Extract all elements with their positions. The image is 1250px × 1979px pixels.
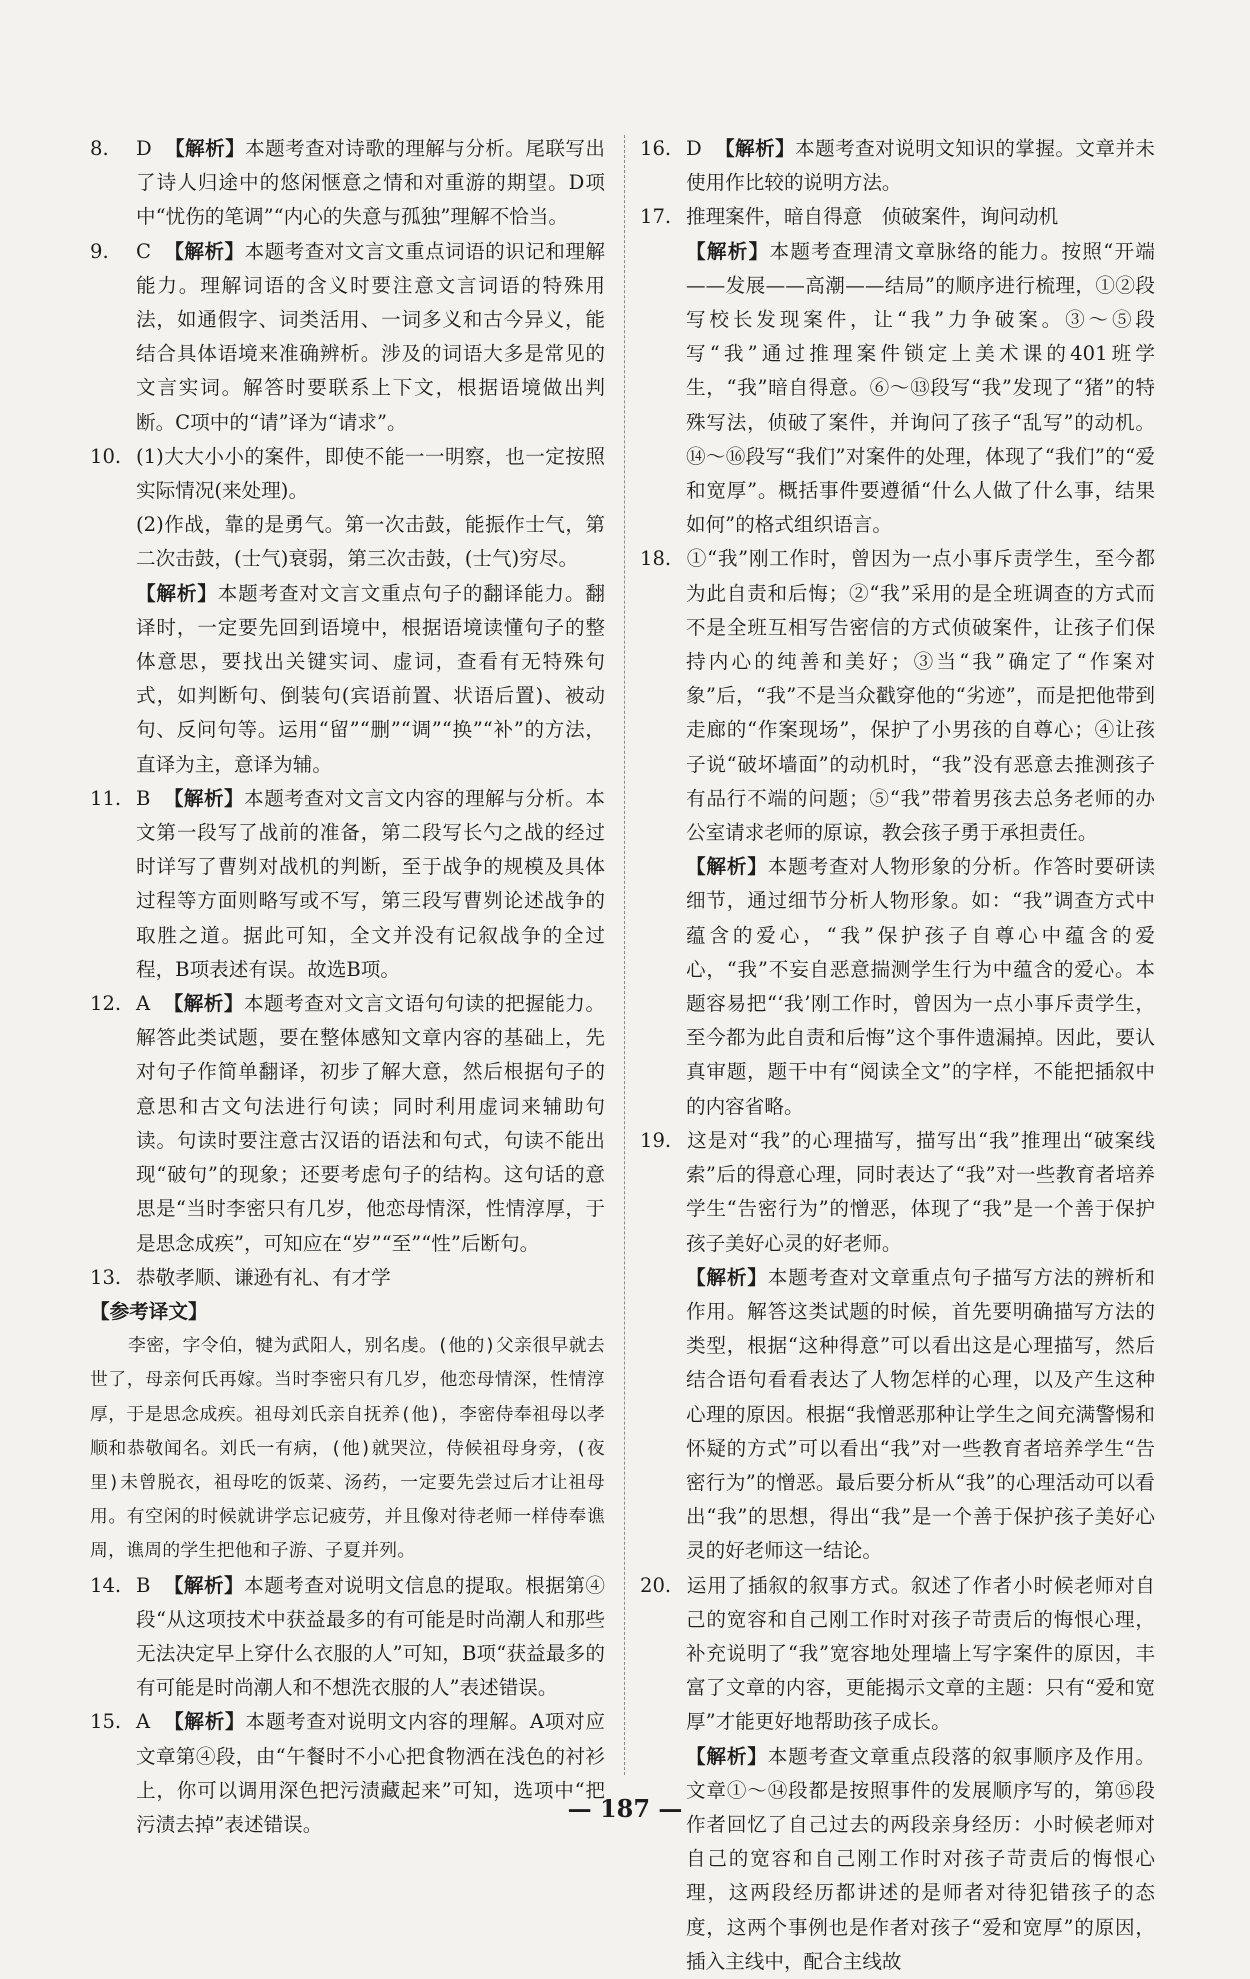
translation-answer-1: (1)大大小小的案件，即使不能一一明察，也一定按照实际情况(来处理)。 [136,444,605,503]
analysis-text: 本题考查对说明文知识的掌握。文章并未使用作比较的说明方法。 [686,137,1156,195]
analysis-tag: 【解析】 [686,855,768,879]
answer-choice: D [686,137,702,160]
answer-item-20: 20. 运用了插叙的叙事方式。叙述了作者小时候老师对自己的宽容和自己刚工作时对孩子苛责后的悔恨心理，补充说明了“我”宽容地处理墙上写字案件的原因，丰富了文章的内容，更能揭示文章的主题：只有“爱和宽厚”才能更好地帮助孩子成长。 【解析】本题考查文章重点段落的叙事顺序及作用。文章①～⑭段都是按照事件的发展顺序写的，第⑮段作者回忆了自己过去的两段亲身经历：小时候老师对自己的宽容和自己刚工作时对孩子苛责后的悔恨心理，这两段经历都讲述的是师者对待犯错孩子的态度，这两个事例也是作者对孩子“爱和宽厚”的原因，插入主线中，配合主线故 [640,1573,1156,1973]
answer-item-18: 18. ①“我”刚工作时，曾因为一点小事斥责学生，至今都为此自责和后悔；②“我”采用的是全班调查的方式而不是全班互相写告密信的方式侦破案件，让孩子们保持内心的纯善和美好；③当“我”确定了“作案对象”后，“我”不是当众戳穿他的“劣迹”，而是把他带到走廊的“作案现场”，保护了小男孩的自尊心；④让孩子说“破坏墙面”的动机时，“我”没有恶意去推测孩子有品行不端的问题；⑤“我”带着男孩去总务老师的办公室请求老师的原谅，教会孩子勇于承担责任。 【解析】本题考查对人物形象的分析。作答时要研读细节，通过细节分析人物形象。如：“我”调查方式中蕴含的爱心，“我”保护孩子自尊心中蕴含的爱心，“我”不妄自恶意揣测学生行为中蕴含的爱心。本题容易把“‘我’刚工作时，曾因为一点小事斥责学生，至今都为此自责和后悔”这个事件遗漏掉。因此，要认真审题，题干中有“阅读全文”的字样，不能把插叙中的内容省略。 [640,547,1156,1118]
analysis-text: 本题考查对文言文重点词语的识记和理解能力。理解词语的含义时要注意文言词语的特殊用法，如通假字、词类活用、一词多义和古今异义，能结合具体语境来准确辨析。涉及的词语大多是常见的文言实词。解答时要联系上下文，根据语境做出判断。C项中的“请”译为“请求”。 [136,239,606,434]
translation-answer-2: (2)作战，靠的是勇气。第一次击鼓，能振作士气，第二次击鼓，(士气)衰弱，第三次击鼓，(士气)穷尽。 [136,513,605,571]
analysis-tag: 【解析】 [164,1710,246,1734]
analysis-tag: 【解析】 [163,992,244,1016]
page-number: — 187 — [567,1794,683,1823]
answer-item-17: 17. 推理案件，暗自得意 侦破案件，询问动机 【解析】本题考查理清文章脉络的能力。按照“开端——发展——高潮——结局”的顺序进行梳理，①②段写校长发现案件，让“我”力争破案。③～⑤段写“我”通过推理案件锁定上美术课的401班学生，“我”暗自得意。⑥～⑬段写“我”发现了“猪”的特殊写法，侦破了案件，并询问了孩子“乱写”的动机。⑭～⑯段写“我们”对案件的处理，体现了“我们”的“爱和宽厚”。概括事件要遵循“什么人做了什么事，结果如何”的格式组织语言。 [640,205,1155,537]
answer-item-10: 10. (1)大大小小的案件，即使不能一一明察，也一定按照实际情况(来处理)。 (2)作战，靠的是勇气。第一次击鼓，能振作士气，第二次击鼓，(士气)衰弱，第三次击鼓，(士气)穷尽。 【解析】本题考查对文言文重点句子的翻译能力。翻译时，一定要先回到语境中，根据语境读懂句子的整体意思，要找出关键实词、虚词，查看有无特殊句式，如判断句、倒装句(宾语前置、状语后置)、被动句、反问句等。运用“留”“删”“调”“换”“补”的方法，直译为主，意译为辅。 [90,444,606,776]
analysis-text: 本题考查对说明文信息的提取。根据第④段“从这项技术中获益最多的有可能是时尚潮人和那些无法决定早上穿什么衣服的人”可知，B项“获益最多的有可能是时尚潮人和不想洗衣服的人”表述错误。 [136,1573,606,1700]
answer-choice: A [136,992,151,1016]
answer-text: ①“我”刚工作时，曾因为一点小事斥责学生，至今都为此自责和后悔；②“我”采用的是全班调查的方式而不是全班互相写告密信的方式侦破案件，让孩子们保持内心的纯善和美好；③当“我”确定了“作案对象”后，“我”不是当众戳穿他的“劣迹”，而是把他带到走廊的“作案现场”，保护了小男孩的自尊心；④让孩子说“破坏墙面”的动机时，“我”没有恶意去推测孩子有品行不端的问题；⑤“我”带着男孩去总务老师的办公室请求老师的原谅，教会孩子勇于承担责任。 [686,547,1155,845]
analysis-text: 本题考查理清文章脉络的能力。按照“开端——发展——高潮——结局”的顺序进行梳理，①②段写校长发现案件，让“我”力争破案。③～⑤段写“我”通过推理案件锁定上美术课的401班学生，“我”暗自得意。⑥～⑬段写“我”发现了“猪”的特殊写法，侦破了案件，并询问了孩子“乱写”的动机。⑭～⑯段写“我们”对案件的处理，体现了“我们”的“爱和宽厚”。概括事件要遵循“什么人做了什么事，结果如何”的格式组织语言。 [686,239,1155,537]
answer-item-11: 11. B 【解析】本题考查对文言文内容的理解与分析。本文第一段写了战前的准备，第二段写长勺之战的经过时详写了曹刿对战机的判断，至于战争的规模及具体过程等方面则略写或不写，第三段写曹刿论述战争的取胜之道。据此可知，全文并没有记叙战争的全过程，B项表述有误。故选B项。 [90,786,606,981]
analysis-tag: 【解析】 [165,137,246,160]
answer-item-12: 12. A 【解析】本题考查对文言文语句句读的把握能力。解答此类试题，要在整体感知文章内容的基础上，先对句子作简单翻译，初步了解大意，然后根据句子的意思和古文句法进行句读；同时利用虚词来辅助句读。句读时要注意古汉语的语法和句式，句读不能出现“破句”的现象；还要考虑句子的结构。这句话的意思是“当时李密只有几岁，他恋母情深，性情淳厚，于是思念成疾”，可知应在“岁”“至”“性”后断句。 [90,992,606,1255]
analysis-text: 本题考查对文言文内容的理解与分析。本文第一段写了战前的准备，第二段写长勺之战的经过时详写了曹刿对战机的判断，至于战争的规模及具体过程等方面则略写或不写，第三段写曹刿论述战争的取胜之道。据此可知，全文并没有记叙战争的全过程，B项表述有误。故选B项。 [136,786,606,981]
answer-text: 恭敬孝顺、谦逊有礼、有才学 [136,1265,391,1289]
answer-item-8: 8. D 【解析】本题考查对诗歌的理解与分析。尾联写出了诗人归途中的悠闲惬意之情和对重游的期望。D项中“忧伤的笔调”“内心的失意与孤独”理解不恰当。 [90,137,606,229]
answer-choice: D [136,137,152,160]
analysis-text: 本题考查对文言文重点句子的翻译能力。翻译时，一定要先回到语境中，根据语境读懂句子的整体意思，要找出关键实词、虚词，查看有无特殊句式，如判断句、倒装句(宾语前置、状语后置)、被动句、反问句等。运用“留”“删”“调”“换”“补”的方法，直译为主，意译为辅。 [136,581,606,776]
answer-choice: A [136,1710,151,1734]
answer-text: 推理案件，暗自得意 侦破案件，询问动机 [686,205,1059,229]
left-column [90,132,605,1842]
reference-translation-text: 李密，字令伯，犍为武阳人，别名虔。(他的)父亲很早就去世了，母亲何氏再嫁。当时李密只有几岁，他恋母情深，性情淳厚，于是思念成疾。祖母刘氏亲自抚养(他)，李密侍奉祖母以孝顺和恭敬闻名。刘氏一有病，(他)就哭泣，侍候祖母身旁，(夜里)未曾脱衣，祖母吃的饭菜、汤药，一定要先尝过后才让祖母用。有空闲的时候就讲学忘记疲劳，并且像对待老师一样侍奉谯周，谯周的学生把他和子游、子夏并列。 [90,1335,605,1562]
answer-item-13: 13. 恭敬孝顺、谦逊有礼、有才学 [90,1265,391,1289]
answer-choice: C [136,239,151,263]
answer-item-15: 15. A 【解析】本题考查对说明文内容的理解。A项对应文章第④段，由“午餐时不小心把食物洒在浅色的衬衫上，你可以调用深色把污渍藏起来”可知，选项中“把污渍去掉”表述错误。 [90,1710,605,1836]
analysis-tag: 【解析】 [163,1573,245,1597]
analysis-tag: 【解析】 [164,239,245,263]
analysis-text: 本题考查对文章重点句子描写方法的辨析和作用。解答这类试题的时候，首先要明确描写方法的类型，根据“这种得意”可以看出这是心理描写，然后结合语句看看表达了人物怎样的心理，以及产生这种心理的原因。根据“我憎恶那种让学生之间充满警惕和怀疑的方式”可以看出“我”对一些教育者培养学生“告密行为”的憎恶。最后要分析从“我”的心理活动可以看出“我”的思想，得出“我”是一个善于保护孩子美好心灵的好老师这一结论。 [686,1265,1156,1563]
analysis-tag: 【解析】 [686,1744,768,1768]
analysis-tag: 【解析】 [686,1265,768,1289]
analysis-text: 本题考查对诗歌的理解与分析。尾联写出了诗人归途中的悠闲惬意之情和对重游的期望。D项中“忧伤的笔调”“内心的失意与孤独”理解不恰当。 [136,137,606,229]
analysis-text: 本题考查文章重点段落的叙事顺序及作用。文章①～⑭段都是按照事件的发展顺序写的，第⑮段作者回忆了自己过去的两段亲身经历：小时候老师对自己的宽容和自己刚工作时对孩子苛责后的悔恨心理，这两段经历都讲述的是师者对待犯错孩子的态度，这两个事例也是作者对孩子“爱和宽厚”的原因，插入主线中，配合主线故 [686,1744,1156,1973]
column-divider [624,135,625,1775]
answer-text: 这是对“我”的心理描写，描写出“我”推理出“破案线索”后的得意心理，同时表达了“我”对一些教育者培养学生“告密行为”的憎恶，体现了“我”是一个善于保护孩子美好心灵的好老师。 [686,1128,1155,1255]
answer-choice: B [136,1573,151,1597]
answer-item-14: 14. B 【解析】本题考查对说明文信息的提取。根据第④段“从这项技术中获益最多的有可能是时尚潮人和那些无法决定早上穿什么衣服的人”可知，B项“获益最多的有可能是时尚潮人和不想洗衣服的人”表述错误。 [90,1573,606,1700]
analysis-text: 本题考查对说明文内容的理解。A项对应文章第④段，由“午餐时不小心把食物洒在浅色的衬衫上，你可以调用深色把污渍藏起来”可知，选项中“把污渍去掉”表述错误。 [136,1710,605,1836]
answer-item-16: 16. D 【解析】本题考查对说明文知识的掌握。文章并未使用作比较的说明方法。 [640,137,1156,195]
right-column [640,132,1155,1979]
reference-translation-title: 【参考译文】 [90,1299,208,1323]
analysis-text: 本题考查对文言文语句句读的把握能力。解答此类试题，要在整体感知文章内容的基础上，先对句子作简单翻译，初步了解大意，然后根据句子的意思和古文句法进行句读；同时利用虚词来辅助句读。句读时要注意古汉语的语法和句式，句读不能出现“破句”的现象；还要考虑句子的结构。这句话的意思是“当时李密只有几岁，他恋母情深，性情淳厚，于是思念成疾”，可知应在“岁”“至”“性”后断句。 [136,992,606,1255]
answer-choice: B [136,786,151,810]
analysis-tag: 【解析】 [686,239,770,263]
analysis-tag: 【解析】 [136,581,218,605]
answer-item-19: 19. 这是对“我”的心理描写，描写出“我”推理出“破案线索”后的得意心理，同时表达了“我”对一些教育者培养学生“告密行为”的憎恶，体现了“我”是一个善于保护孩子美好心灵的好老师。 【解析】本题考查对文章重点句子描写方法的辨析和作用。解答这类试题的时候，首先要明确描写方法的类型，根据“这种得意”可以看出这是心理描写，然后结合语句看看表达了人物怎样的心理，以及产生这种心理的原因。根据“我憎恶那种让学生之间充满警惕和怀疑的方式”可以看出“我”对一些教育者培养学生“告密行为”的憎恶。最后要分析从“我”的心理活动可以看出“我”的思想，得出“我”是一个善于保护孩子美好心灵的好老师这一结论。 [640,1128,1156,1563]
answer-item-9: 9. C 【解析】本题考查对文言文重点词语的识记和理解能力。理解词语的含义时要注意文言词语的特殊用法，如通假字、词类活用、一词多义和古今异义，能结合具体语境来准确辨析。涉及的词语大多是常见的文言实词。解答时要联系上下文，根据语境做出判断。C项中的“请”译为“请求”。 [90,239,606,434]
analysis-tag: 【解析】 [163,786,245,810]
analysis-text: 本题考查对人物形象的分析。作答时要研读细节，通过细节分析人物形象。如：“我”调查方式中蕴含的爱心，“我”保护孩子自尊心中蕴含的爱心，“我”不妄自恶意揣测学生行为中蕴含的爱心。本题容易把“‘我’刚工作时，曾因为一点小事斥责学生，至今都为此自责和后悔”这个事件遗漏掉。因此，要认真审题，题干中有“阅读全文”的字样，不能把插叙中的内容省略。 [686,855,1156,1118]
answer-text: 运用了插叙的叙事方式。叙述了作者小时候老师对自己的宽容和自己刚工作时对孩子苛责后的悔恨心理，补充说明了“我”宽容地处理墙上写字案件的原因，丰富了文章的内容，更能揭示文章的主题：只有“爱和宽厚”才能更好地帮助孩子成长。 [686,1573,1155,1734]
analysis-tag: 【解析】 [715,137,796,160]
